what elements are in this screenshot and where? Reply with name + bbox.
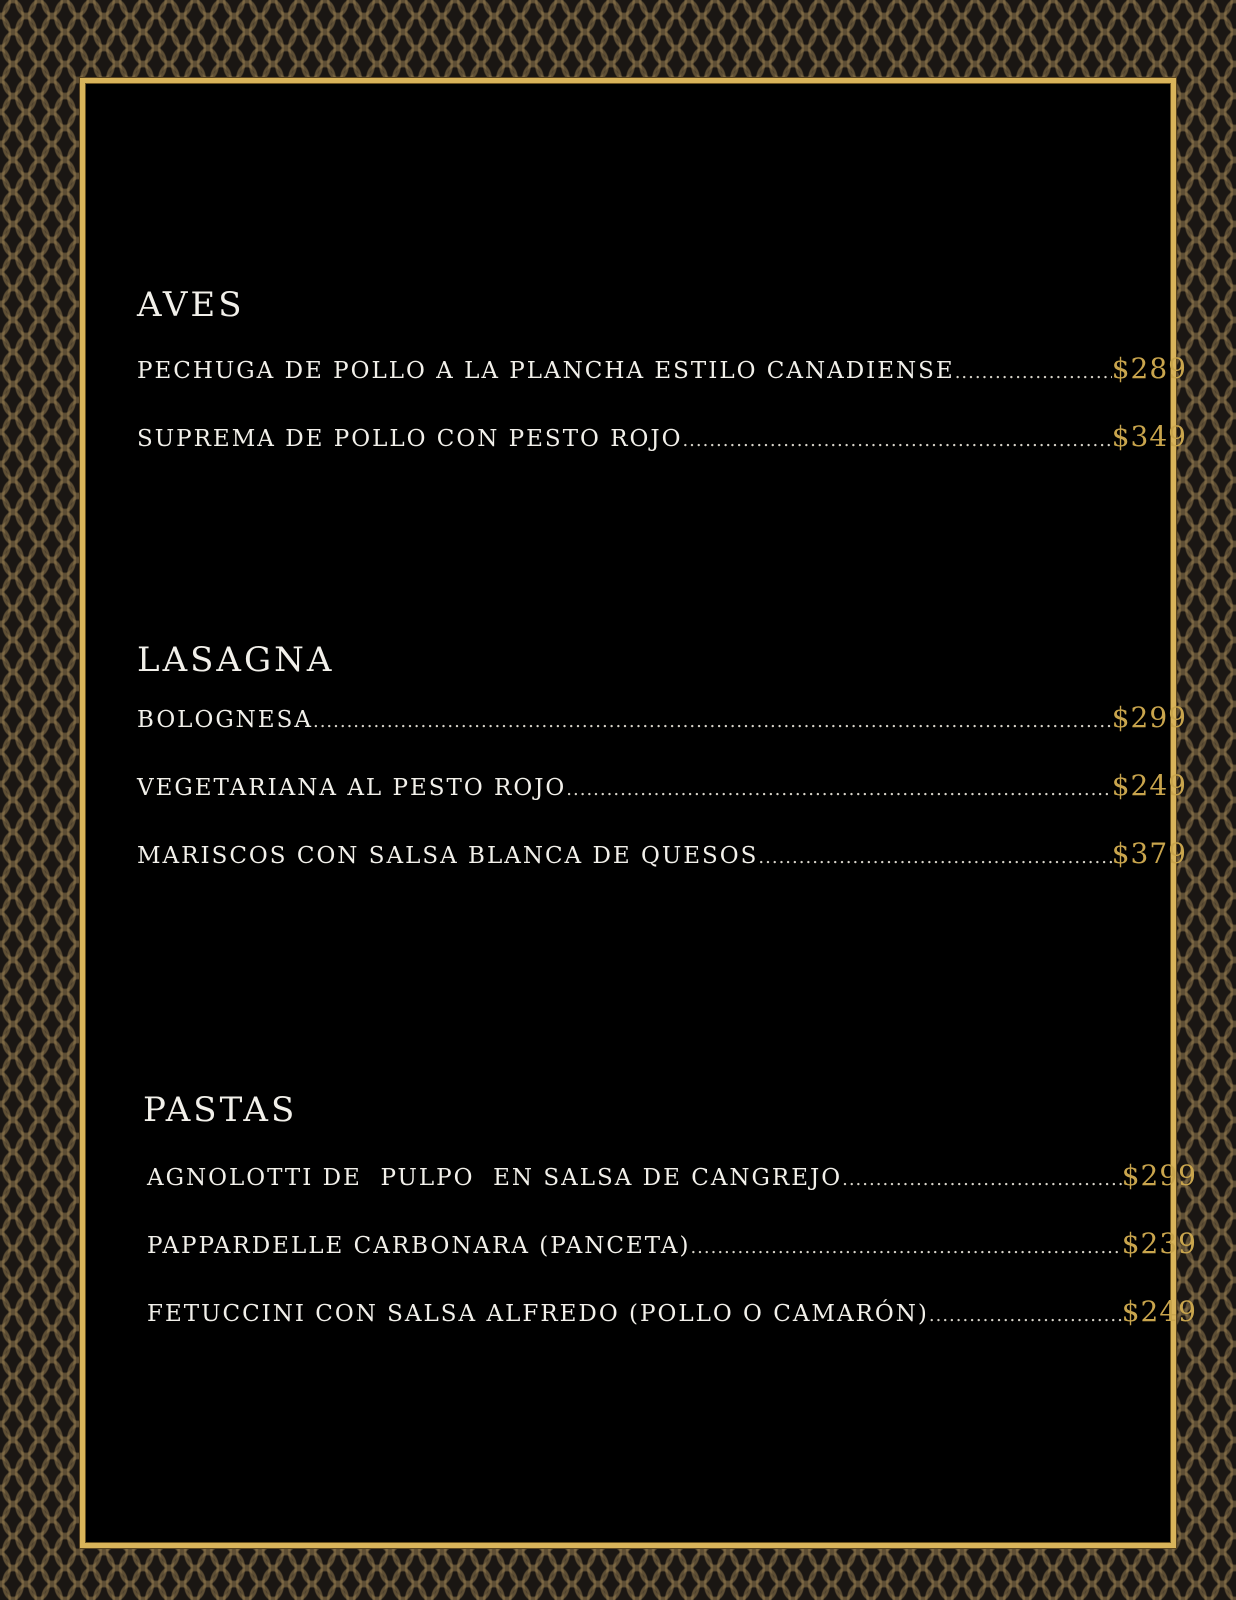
- menu-section-pastas: [143, 1088, 1197, 1346]
- item-price: $299: [1111, 701, 1187, 734]
- item-name: BOLOGNESA: [137, 707, 313, 733]
- dot-leader: [842, 1146, 1122, 1214]
- item-price: $249: [1111, 769, 1187, 802]
- section-title: AVES: [137, 285, 245, 325]
- menu-item: [143, 1210, 1197, 1278]
- dot-leader: [690, 1214, 1121, 1282]
- item-name: FETUCCINI CON SALSA ALFREDO (POLLO O CAMARÓN): [147, 1301, 929, 1327]
- menu-panel: [80, 78, 1197, 1548]
- item-name: MARISCOS CON SALSA BLANCA DE QUESOS: [137, 843, 759, 869]
- item-price: $379: [1111, 837, 1187, 870]
- menu-section-aves: [137, 283, 1187, 471]
- menu-section-lasagna: [137, 638, 1187, 888]
- item-name: SUPREMA DE POLLO CON PESTO ROJO: [137, 426, 683, 452]
- item-price: $349: [1111, 420, 1187, 453]
- dot-leader: [758, 824, 1111, 892]
- item-name: PAPPARDELLE CARBONARA (PANCETA): [147, 1233, 691, 1259]
- menu-item: [143, 1142, 1197, 1210]
- item-name: AGNOLOTTI DE PULPO EN SALSA DE CANGREJO: [147, 1165, 843, 1191]
- menu-item: [143, 1278, 1197, 1346]
- menu-item: [137, 335, 1187, 403]
- section-title: PASTAS: [143, 1090, 298, 1130]
- dot-leader: [682, 407, 1111, 475]
- menu-item: [137, 820, 1187, 888]
- item-price: $289: [1111, 352, 1187, 385]
- item-price: $299: [1121, 1159, 1197, 1192]
- item-name: PECHUGA DE POLLO A LA PLANCHA ESTILO CANADIENSE: [137, 358, 955, 384]
- menu-item: [137, 684, 1187, 752]
- menu-item: [137, 403, 1187, 471]
- item-name: VEGETARIANA AL PESTO ROJO: [137, 775, 567, 801]
- item-price: $239: [1121, 1227, 1197, 1260]
- dot-leader: [929, 1282, 1122, 1350]
- item-price: $249: [1121, 1295, 1197, 1328]
- section-title: LASAGNA: [137, 640, 335, 680]
- menu-item: [137, 752, 1187, 820]
- dot-leader: [955, 339, 1112, 407]
- dot-leader: [313, 688, 1112, 756]
- dot-leader: [566, 756, 1111, 824]
